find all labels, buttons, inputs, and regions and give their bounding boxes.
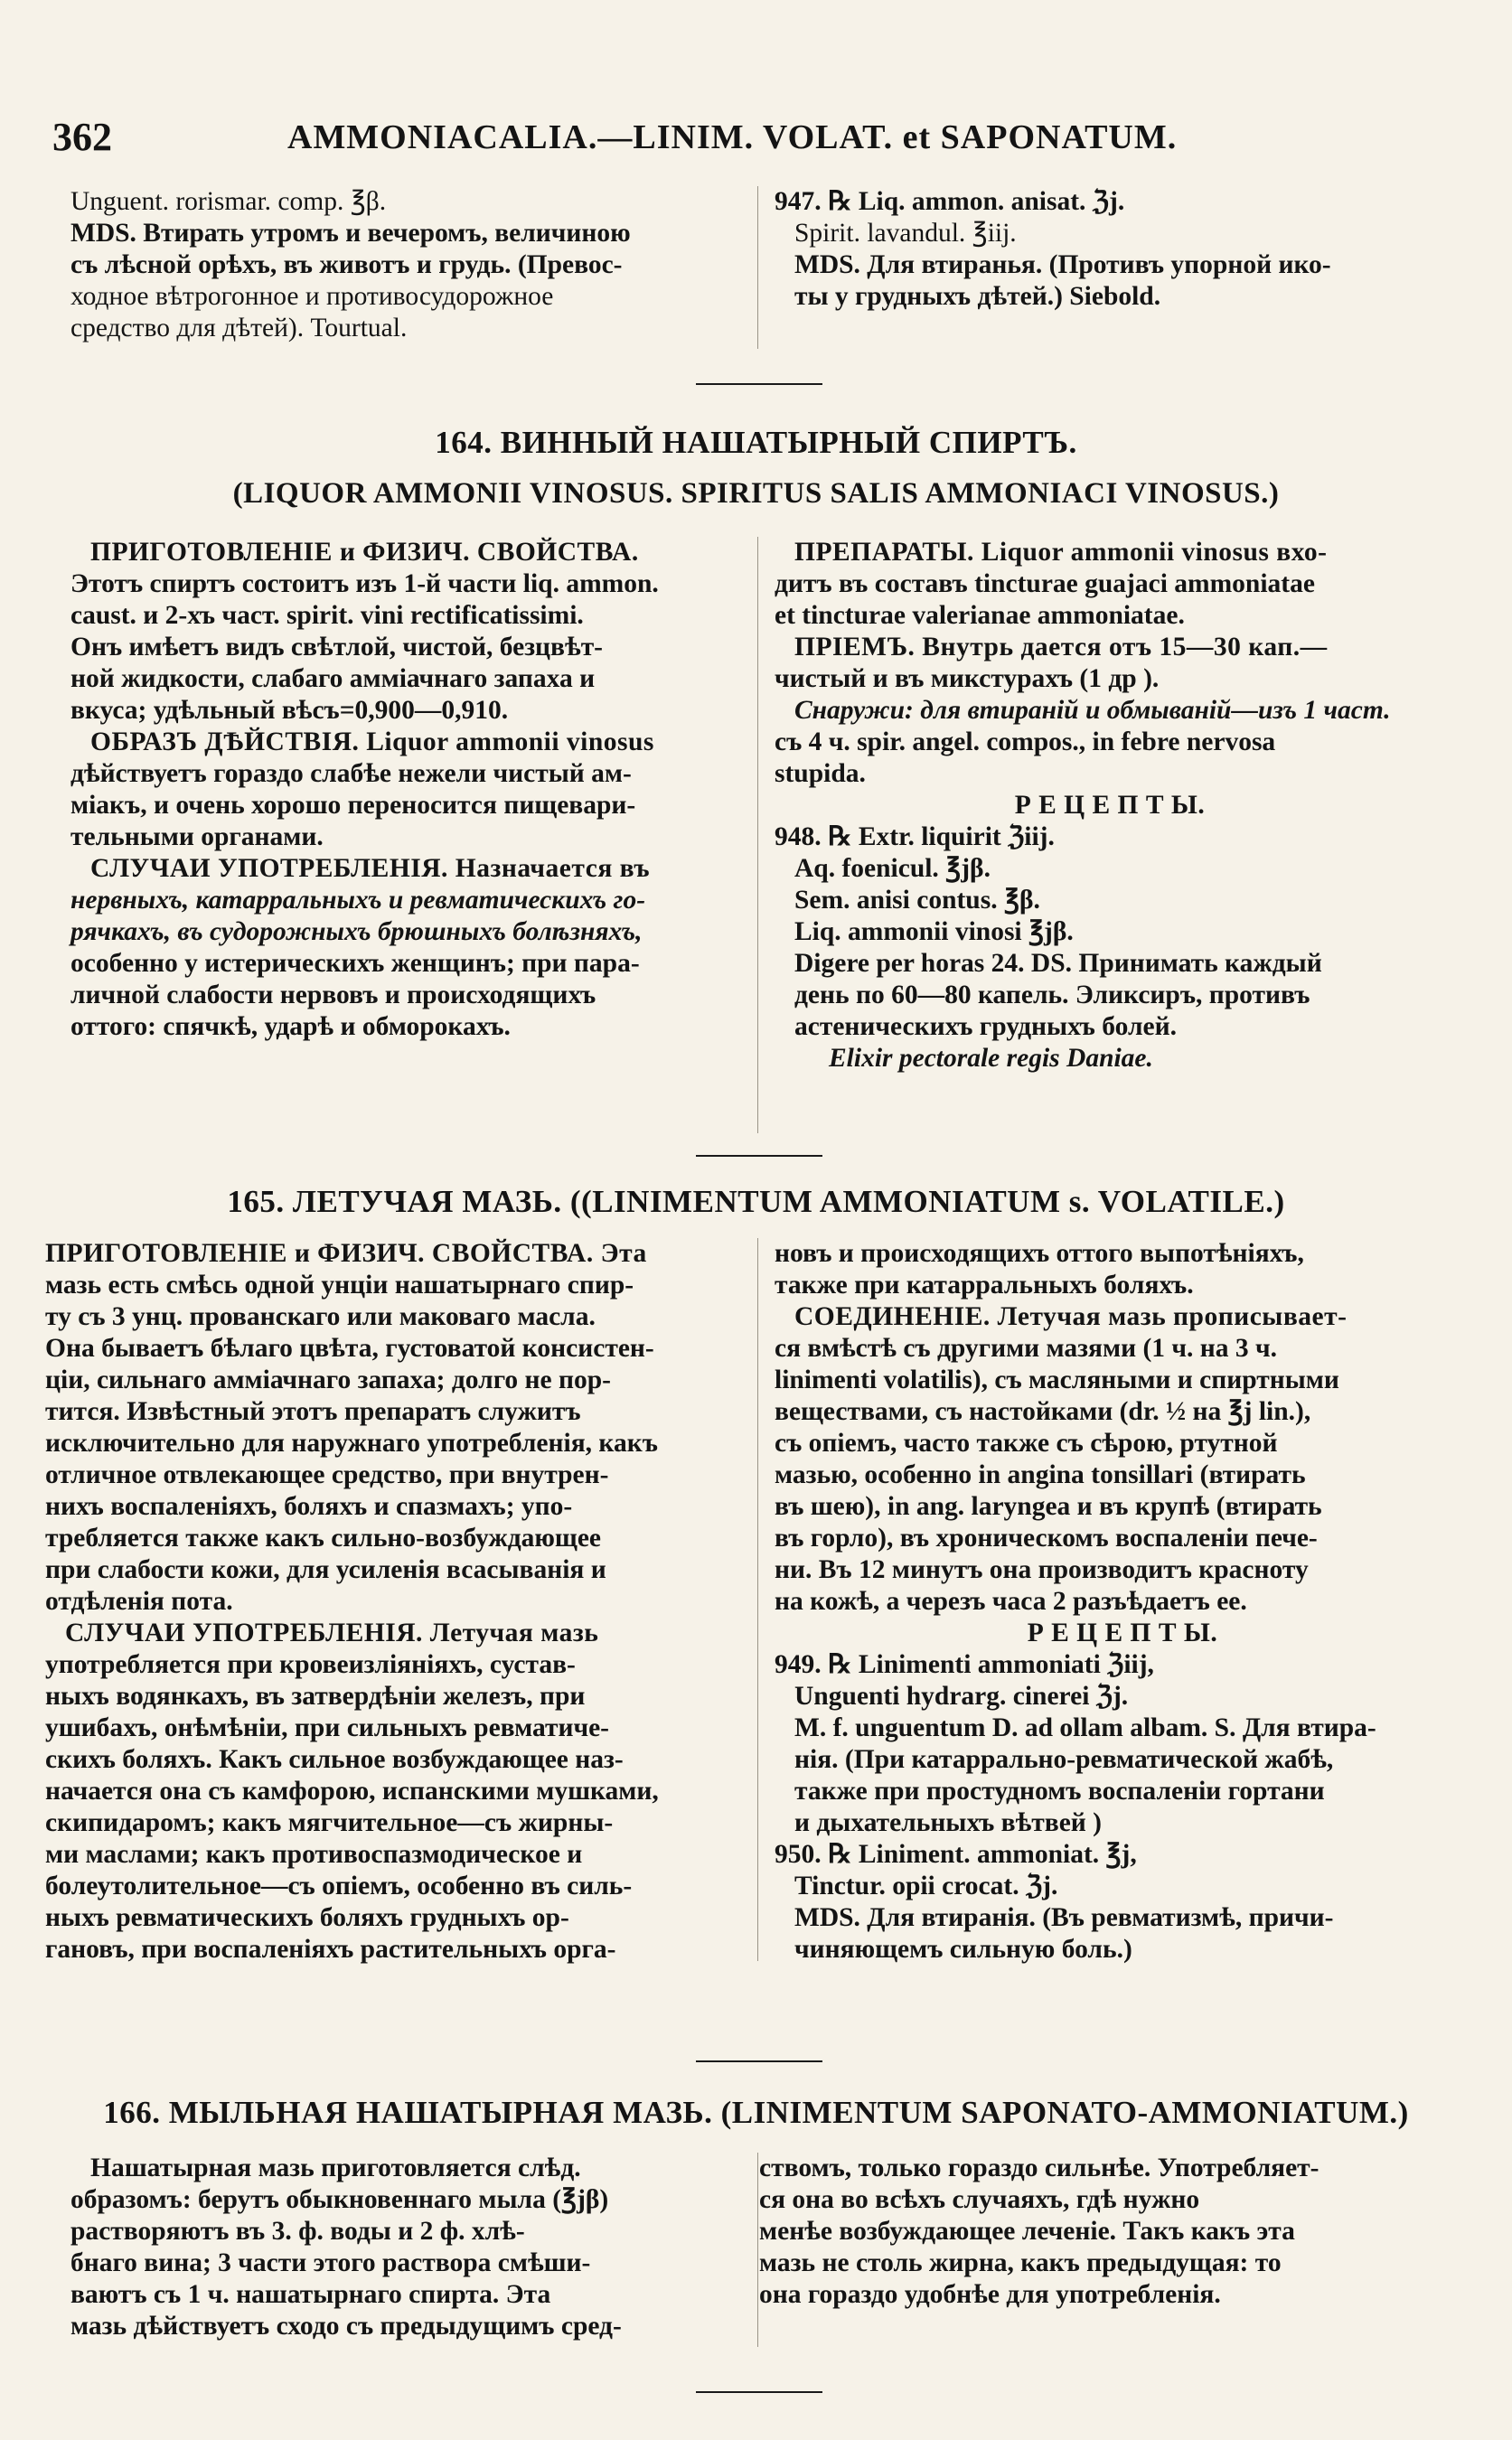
recipe-948: 948. ℞ Extr. liquirit ℨiij. [775,822,1055,851]
text-line: мазь не столь жирна, какъ предыдущая: то [759,2248,1282,2277]
top-left-column [70,186,741,344]
text-line: ту съ 3 унц. прованскаго или маковаго масла. [45,1302,596,1331]
text-line: скипидаромъ; какъ мягчительное—съ жирны- [45,1808,614,1837]
text-line: мазь есть смѣсь одной унціи нашатырнаго спир- [45,1271,634,1300]
subheading: СОЕДИНЕНІЕ. Летучая мазь прописывает- [794,1302,1348,1331]
text-line: ни. Въ 12 минутъ она производитъ красноту [775,1555,1309,1584]
text-line: день по 60—80 капель. Эликсиръ, противъ [794,981,1310,1009]
text-line: ной жидкости, слабаго амміачнаго запаха и [70,664,596,693]
subheading: СЛУЧАИ УПОТРЕБЛЕНІЯ. Назначается въ [90,854,651,883]
text-line: исключительно для наружнаго употребленія, какъ [45,1429,658,1458]
text-line: ствомъ, только гораздо сильнѣе. Употребляет- [759,2154,1319,2182]
text-line: тельными органами. [70,822,324,851]
text-line: caust. и 2-хъ част. spirit. vini rectificatissimi. [70,601,584,630]
text-line: также при простудномъ воспаленіи гортани [794,1777,1325,1806]
text-line: вкуса; удѣльный вѣсъ=0,900—0,910. [70,696,509,725]
recipe-950: 950. ℞ Liniment. ammoniat. ℥j, [775,1840,1137,1869]
section-165-heading: 165. ЛЕТУЧАЯ МАЗЬ. ((LINIMENTUM AMMONIATUM s. VOLATILE.) [227,1184,1285,1219]
text-line: въ горло), въ хроническомъ воспаленіи пече- [775,1524,1318,1553]
subheading: ОБРАЗЪ ДѢЙСТВІЯ. Liquor ammonii vinosus [90,727,654,756]
text-line: Онъ имѣетъ видъ свѣтлой, чистой, безцвѣт- [70,633,604,662]
text-line: и дыхательныхъ вѣтвей ) [794,1808,1102,1837]
subheading: ПРЕПАРАТЫ. Liquor ammonii vinosus вхо- [794,538,1328,567]
text-line: съ 4 ч. spir. angel. compos., in febre nervosa [775,727,1276,756]
subheading: ПРІЕМЪ. Внутрь дается отъ 15—30 кап.— [794,633,1328,662]
text-line: Spirit. lavandul. ℥iij. [794,219,1017,248]
text-line: ціи, сильнаго амміачнаго запаха; долго не пор- [45,1365,611,1394]
text-line: съ лѣсной орѣхъ, въ животъ и грудь. (Превос- [70,250,623,279]
section-164-left-column [70,537,741,1043]
text-line: требляется также какъ сильно-возбуждающее [45,1524,602,1553]
text-line: рячкахъ, въ судорожныхъ брюшныхъ болѣзняхъ, [70,917,643,946]
text-line: съ опіемъ, часто также съ сѣрою, ртутной [775,1429,1278,1458]
text-line: Sem. anisi contus. ℥β. [794,886,1040,915]
text-line: чистый и въ микстурахъ (1 др ). [775,664,1160,693]
running-head [52,114,1462,168]
section-166-heading: 166. МЫЛЬНАЯ НАШАТЫРНАЯ МАЗЬ. (LINIMENTUM SAPONATO-AMMONIATUM.) [103,2095,1409,2130]
text-line: особенно у истерическихъ женщинъ; при пара- [70,949,640,978]
section-164-heading: 164. ВИННЫЙ НАШАТЫРНЫЙ СПИРТЪ. [435,425,1077,460]
recipe-source: Elixir pectorale regis Daniae. [829,1044,1153,1073]
text-line: отличное отвлекающее средство, при внутрен- [45,1460,609,1489]
text-line: Она бываетъ бѣлаго цвѣта, густоватой консистен- [45,1334,654,1363]
text-line: Liq. ammonii vinosi ℥jβ. [794,917,1074,946]
section-divider [696,2055,822,2068]
subheading: ПРИГОТОВЛЕНІЕ и ФИЗИЧ. СВОЙСТВА. Эта [45,1239,647,1268]
text-line: тится. Извѣстный этотъ препаратъ служитъ [45,1397,581,1426]
text-line: менѣе возбуждающее леченіе. Такъ какъ эта [759,2217,1295,2246]
text-line: Unguenti hydrarg. cinerei ℨj. [794,1682,1129,1711]
text-line: Этотъ спиртъ состоитъ изъ 1-й части liq. ammon. [70,569,659,598]
column-rule [757,2153,758,2347]
text-line: образомъ: берутъ обыкновеннаго мыла (℥jβ) [70,2185,609,2214]
section-divider [696,1150,822,1162]
text-line: stupida. [775,759,866,788]
text-line: ся она во всѣхъ случаяхъ, гдѣ нужно [759,2185,1200,2214]
text-line: MDS. Для втиранья. (Противъ упорной ико- [794,250,1331,279]
text-line: Tinctur. opii crocat. ℨj. [794,1872,1058,1900]
top-right-column [775,186,1445,313]
subheading: ПРИГОТОВЛЕНІЕ и ФИЗИЧ. СВОЙСТВА. [90,538,639,567]
text-line: также при катарральныхъ боляхъ. [775,1271,1194,1300]
text-line: ушибахъ, онѣмѣніи, при сильныхъ ревматиче- [45,1713,610,1742]
text-line: мазь дѣйствуетъ сходо съ предыдущимъ сред- [70,2312,622,2341]
page-number: 362 [52,115,112,159]
text-line: средство для дѣтей). Tourtual. [70,314,408,343]
text-line: нія. (При катаррально-ревматической жабѣ, [794,1745,1334,1774]
text-line: бнаго вина; 3 части этого раствора смѣши- [70,2248,591,2277]
text-line: на кожѣ, а черезъ часа 2 разъѣдаетъ ее. [775,1587,1247,1616]
text-line: при слабости кожи, для усиленія всасыванія и [45,1555,606,1584]
text-line: отдѣленія пота. [45,1587,233,1616]
text-line: MDS. Втирать утромъ и вечеромъ, величиною [70,219,631,248]
text-line: скихъ боляхъ. Какъ сильное возбуждающее наз- [45,1745,624,1774]
text-line: болеутолительное—съ опіемъ, особенно въ силь- [45,1872,633,1900]
text-line: ваютъ съ 1 ч. нашатырнаго спирта. Эта [70,2280,551,2309]
text-line: linimenti volatilis), съ масляными и спиртными [775,1365,1339,1394]
text-line: Снаружи: для втираній и обмываній—изъ 1 част. [794,696,1391,725]
section-166-left-column [70,2153,741,2342]
recipes-heading: Р Е Ц Е П Т Ы. [1014,791,1206,820]
section-164-right-column [775,537,1445,1075]
text-line: растворяютъ въ 3. ф. воды и 2 ф. хлѣ- [70,2217,525,2246]
text-line: et tincturae valerianae ammoniatae. [775,601,1185,630]
text-line: M. f. unguentum D. ad ollam albam. S. Для втира- [794,1713,1376,1742]
text-line: дѣйствуетъ гораздо слабѣе нежели чистый ам- [70,759,632,788]
text-line: новъ и происходящихъ оттого выпотѣніяхъ, [775,1239,1304,1268]
text-line: ты у грудныхъ дѣтей.) Siebold. [794,282,1161,311]
text-line: оттого: спячкѣ, ударѣ и обморокахъ. [70,1012,511,1041]
text-line: личной слабости нервовъ и происходящихъ [70,981,596,1009]
text-line: ныхъ водянкахъ, въ затвердѣніи железъ, при [45,1682,586,1711]
recipes-heading: Р Е Ц Е П Т Ы. [1027,1619,1218,1647]
text-line: ми маслами; какъ противоспазмодическое и [45,1840,583,1869]
text-line: веществами, съ настойками (dr. ½ на ℥j lin.), [775,1397,1311,1426]
section-divider [696,2386,822,2398]
text-line: нервныхъ, катарральныхъ и ревматическихъ го- [70,886,646,915]
section-164-latin-heading: (LIQUOR AMMONII VINOSUS. SPIRITUS SALIS AMMONIACI VINOSUS.) [232,477,1280,510]
text-line: Aq. foenicul. ℥jβ. [794,854,991,883]
column-rule [757,1238,758,1961]
text-line: Нашатырная мазь приготовляется слѣд. [90,2154,581,2182]
section-divider [696,378,822,390]
text-line: MDS. Для втиранія. (Въ ревматизмѣ, причи- [794,1903,1334,1932]
section-166-right-column [759,2153,1460,2311]
recipe-947: 947. ℞ Liq. ammon. anisat. ℨj. [775,187,1125,216]
section-165-right-column [775,1238,1470,1966]
text-line: дитъ въ составъ tincturae guajaci ammoniatae [775,569,1315,598]
text-line: астеническихъ грудныхъ болей. [794,1012,1177,1041]
text-line: употребляется при кровеизліяніяхъ, сустав- [45,1650,576,1679]
subheading: СЛУЧАИ УПОТРЕБЛЕНІЯ. Летучая мазь [65,1619,599,1647]
recipe-949: 949. ℞ Linimenti ammoniati ℨiij, [775,1650,1154,1679]
text-line: мазью, особенно in angina tonsillari (втирать [775,1460,1306,1489]
section-165-left-column [45,1238,741,1966]
text-line: чиняющемъ сильную боль.) [794,1935,1132,1964]
text-line: она гораздо удобнѣе для употребленія. [759,2280,1221,2309]
text-line: Digere per horas 24. DS. Принимать каждый [794,949,1322,978]
column-rule [757,537,758,1133]
text-line: ныхъ ревматическихъ боляхъ грудныхъ ор- [45,1903,569,1932]
text-line: міакъ, и очень хорошо переносится пищевари- [70,791,636,820]
text-line: начается она съ камфорою, испанскими мушками, [45,1777,659,1806]
text-line: ся вмѣстѣ съ другими мазями (1 ч. на 3 ч. [775,1334,1278,1363]
text-line: Unguent. rorismar. comp. ℥β. [70,187,387,216]
text-line: въ шею), in ang. laryngea и въ крупѣ (втирать [775,1492,1322,1521]
text-line: гановъ, при воспаленіяхъ растительныхъ орга- [45,1935,616,1964]
running-title: AMMONIACALIA.—LINIM. VOLAT. et SAPONATUM. [287,118,1178,156]
column-rule [757,186,758,349]
text-line: ходное вѣтрогонное и противосудорожное [70,282,554,311]
text-line: нихъ воспаленіяхъ, боляхъ и спазмахъ; упо- [45,1492,573,1521]
